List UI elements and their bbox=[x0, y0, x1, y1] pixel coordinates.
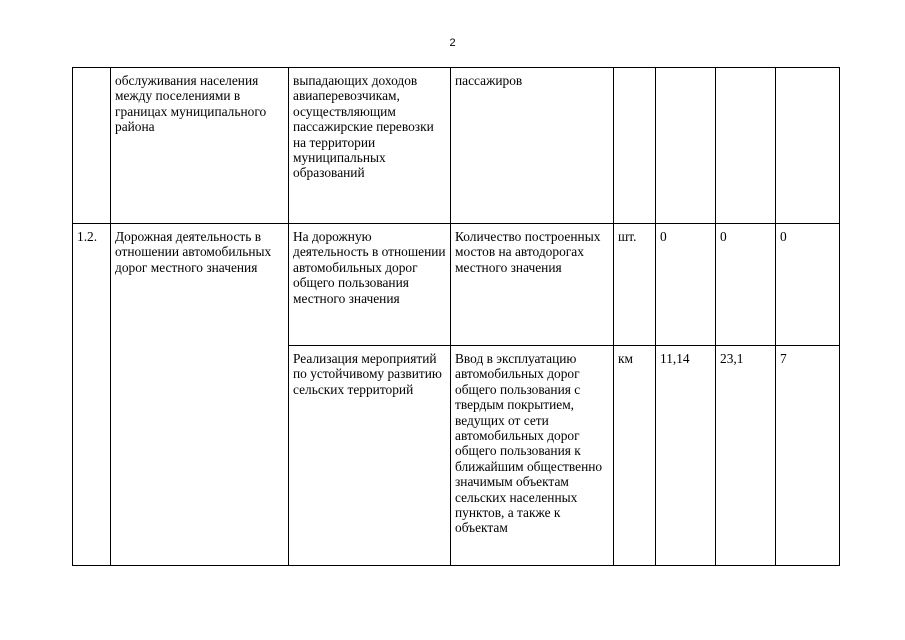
cell-indicator: пассажиров bbox=[451, 68, 614, 224]
cell-number: 1.2. bbox=[73, 224, 111, 566]
cell-activity: обслуживания населения между поселениями в границах муниципального района bbox=[111, 68, 289, 224]
cell-value-3: 0 bbox=[776, 224, 840, 346]
cell-unit: шт. bbox=[614, 224, 656, 346]
cell-measure: На дорожную деятельность в отношении автомобильных дорог общего пользования местного значения bbox=[289, 224, 451, 346]
cell-value-2: 23,1 bbox=[716, 346, 776, 566]
page-number: 2 bbox=[449, 37, 456, 49]
cell-measure: Реализация мероприятий по устойчивому развитию сельских территорий bbox=[289, 346, 451, 566]
cell-value-1: 0 bbox=[656, 224, 716, 346]
cell-value-3: 7 bbox=[776, 346, 840, 566]
cell-value-2 bbox=[716, 68, 776, 224]
cell-value-1: 11,14 bbox=[656, 346, 716, 566]
cell-number bbox=[73, 68, 111, 224]
table-row bbox=[73, 68, 840, 224]
cell-indicator: Ввод в эксплуатацию автомобильных дорог общего пользования с твердым покрытием, ведущих от сети автомобильных дорог общего пользования к ближайшим общественно значимым объектам сельских населенных пунктов, а также к объектам bbox=[451, 346, 614, 566]
cell-value-3 bbox=[776, 68, 840, 224]
cell-measure: выпадающих доходов авиаперевозчикам, осуществляющим пассажирские перевозки на территории муниципальных образований bbox=[289, 68, 451, 224]
cell-unit: км bbox=[614, 346, 656, 566]
cell-unit bbox=[614, 68, 656, 224]
table-row bbox=[73, 224, 840, 346]
cell-activity: Дорожная деятельность в отношении автомобильных дорог местного значения bbox=[111, 224, 289, 566]
program-table bbox=[72, 67, 840, 566]
cell-indicator: Количество построенных мостов на автодорогах местного значения bbox=[451, 224, 614, 346]
cell-value-2: 0 bbox=[716, 224, 776, 346]
cell-value-1 bbox=[656, 68, 716, 224]
